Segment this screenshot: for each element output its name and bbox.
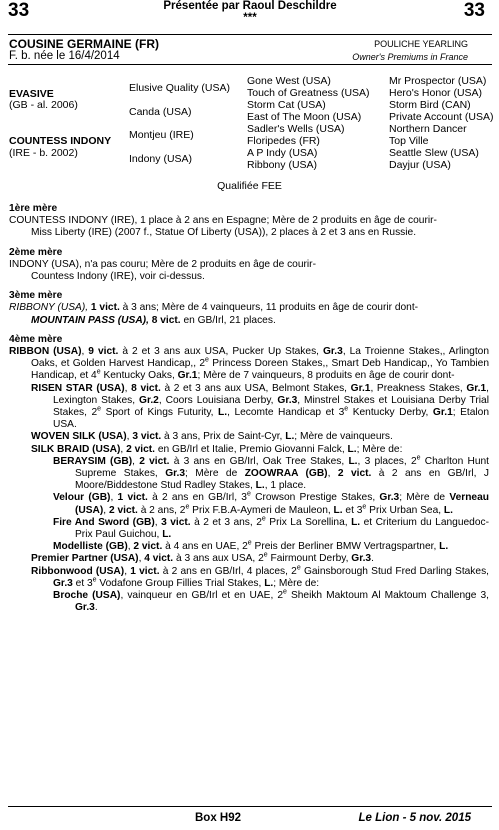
pedigree-g3: East of The Moon (USA) (247, 111, 362, 123)
pedigree-g3: Gone West (USA) (247, 75, 331, 87)
horse-name: COUSINE GERMAINE (FR) (9, 37, 159, 51)
pedigree-g2: Montjeu (IRE) (129, 129, 194, 141)
family-text (9, 196, 489, 615)
family-line: Ribbonwood (USA), 1 vict. à 2 ans en GB/Irl, 4 places, 2e Gainsborough Stud Fred Darling Stakes, Gr.3 et 3e Vodafone Group Fillies Trial Stakes, L.; Mère de: (31, 564, 489, 589)
box-number: Box H92 (195, 812, 242, 824)
pedigree-g4: Seattle Slew (USA) (389, 147, 479, 159)
family-line: RISEN STAR (USA), 8 vict. à 2 et 3 ans aux USA, Belmont Stakes, Gr.1, Preakness Stakes, Gr.1, Lexington Stakes, Gr.2, Coors Louisiana Derby, Gr.3, Minstrel Stakes et Louisiana Derby Trial Stakes, 2e Sport of Kings Futurity, L., Lecomte Handicap et 3e Kentucky Derby, Gr.1; Etalon USA. (31, 382, 489, 431)
pedigree-g4: Storm Bird (CAN) (389, 99, 471, 111)
lot-number-left: 33 (8, 0, 30, 21)
sire-info: (GB - al. 2006) (9, 99, 78, 111)
family-line: RIBBON (USA), 9 vict. à 2 et 3 ans aux USA, Pucker Up Stakes, Gr.3, La Troienne Stakes,, Arlington Oaks, et Golden Harvest Handicap,, 2e Princess Doreen Stakes,, Smart Deb Handicap,, Yo Tambien Handicap, et 4e Kentucky Oaks, Gr.1; Mère de 7 vainqueurs, 8 produits en âge de courir dont- (9, 346, 489, 382)
consigner: Présentée par Raoul Deschildre (163, 0, 337, 12)
pedigree-g4: Northern Dancer (389, 123, 467, 135)
section-title-2eme-mere: 2ème mère (9, 246, 63, 258)
family-line: Fire And Sword (GB), 3 vict. à 2 et 3 ans, 2e Prix La Sorellina, L. et Criterium du Languedoc-Prix Paul Guichou, L. (53, 515, 489, 541)
pedigree-g4: Hero's Honor (USA) (389, 87, 483, 99)
sale-info: Le Lion - 5 nov. 2015 (358, 812, 471, 824)
pedigree-g3: Touch of Greatness (USA) (247, 87, 370, 99)
stars: *** (243, 12, 257, 24)
family-line: BERAYSIM (GB), 2 vict. à 3 ans en GB/Irl, Oak Tree Stakes, L., 3 places, 2e Charlton Hunt Supreme Stakes, Gr.3; Mère de ZOOWRAA (GB), 2 vict. à 2 ans en GB/Irl, J Moore/Biddestone Stud Radley Stakes, L., 1 place. (53, 454, 489, 492)
family-line: Velour (GB), 1 vict. à 2 ans en GB/Irl, 3e Crowson Prestige Stakes, Gr.3; Mère de Verneau (USA), 2 vict. à 2 ans, 2e Prix F.B.A-Aymeri de Mauleon, L. et 3e Prix Urban Sea, L. (53, 491, 489, 516)
family-line: Modelliste (GB), 2 vict. à 4 ans en UAE, 2e Preis der Berliner BMW Vertragspartner, L. (53, 539, 449, 553)
section-title-3eme-mere: 3ème mère (9, 290, 63, 302)
pedigree-g2: Elusive Quality (USA) (129, 82, 230, 94)
family-line: Miss Liberty (IRE) (2007 f., Statue Of Liberty (USA)), 2 places à 2 et 3 ans en Russie. (31, 227, 417, 239)
horse-category: POULICHE YEARLING (374, 39, 468, 49)
family-line: Broche (USA), vainqueur en GB/Irl et en UAE, 2e Sheikh Maktoum Al Maktoum Challenge 3, Gr.3. (53, 588, 489, 614)
header-rule (8, 34, 492, 35)
pedigree-g4: Private Account (USA) (389, 111, 494, 123)
family-line: COUNTESS INDONY (IRE), 1 place à 2 ans en Espagne; Mère de 2 produits en âge de courir- (9, 215, 437, 227)
dam-name: COUNTESS INDONY (9, 135, 112, 147)
pedigree-g3: Storm Cat (USA) (247, 99, 326, 111)
family-line: Countess Indony (IRE), voir ci-dessus. (31, 271, 205, 283)
family-line: Premier Partner (USA), 4 vict. à 3 ans aux USA, 2e Fairmount Derby, Gr.3. (31, 552, 374, 565)
pedigree-g4: Dayjur (USA) (389, 159, 451, 171)
pedigree-g3: Ribbony (USA) (247, 159, 318, 171)
pedigree-g3: Sadler's Wells (USA) (247, 123, 345, 135)
name-rule (8, 64, 492, 65)
section-title-1ere-mere: 1ère mère (9, 203, 58, 214)
family-line: MOUNTAIN PASS (USA), 8 vict. en GB/Irl, 21 places. (31, 314, 276, 326)
pedigree-g4: Top Ville (389, 135, 429, 147)
family-line: RIBBONY (USA), 1 vict. à 3 ans; Mère de 4 vainqueurs, 11 produits en âge de courir dont- (9, 302, 419, 314)
horse-birth: F. b. née le 16/4/2014 (9, 50, 120, 62)
pedigree-g2: Canda (USA) (129, 106, 192, 118)
family-line: SILK BRAID (USA), 2 vict. en GB/Irl et Italie, Premio Giovanni Falck, L.; Mère de: (31, 443, 403, 455)
pedigree-g4: Mr Prospector (USA) (389, 75, 487, 87)
section-title-4eme-mere: 4ème mère (9, 333, 63, 345)
sire-name: EVASIVE (9, 88, 54, 100)
pedigree-g2: Indony (USA) (129, 153, 193, 165)
family-line: WOVEN SILK (USA), 3 vict. à 3 ans, Prix de Saint-Cyr, L.; Mère de vainqueurs. (31, 431, 393, 443)
qualified-label: Qualifiée FEE (217, 180, 282, 192)
family-line: INDONY (USA), n'a pas couru; Mère de 2 produits en âge de courir- (9, 258, 316, 270)
owner-premiums: Owner's Premiums in France (352, 52, 468, 62)
pedigree-g3: Floripedes (FR) (247, 135, 320, 147)
pedigree-g3: A P Indy (USA) (247, 147, 318, 159)
footer-rule (8, 806, 492, 807)
lot-number-right: 33 (463, 0, 485, 21)
dam-info: (IRE - b. 2002) (9, 147, 78, 159)
